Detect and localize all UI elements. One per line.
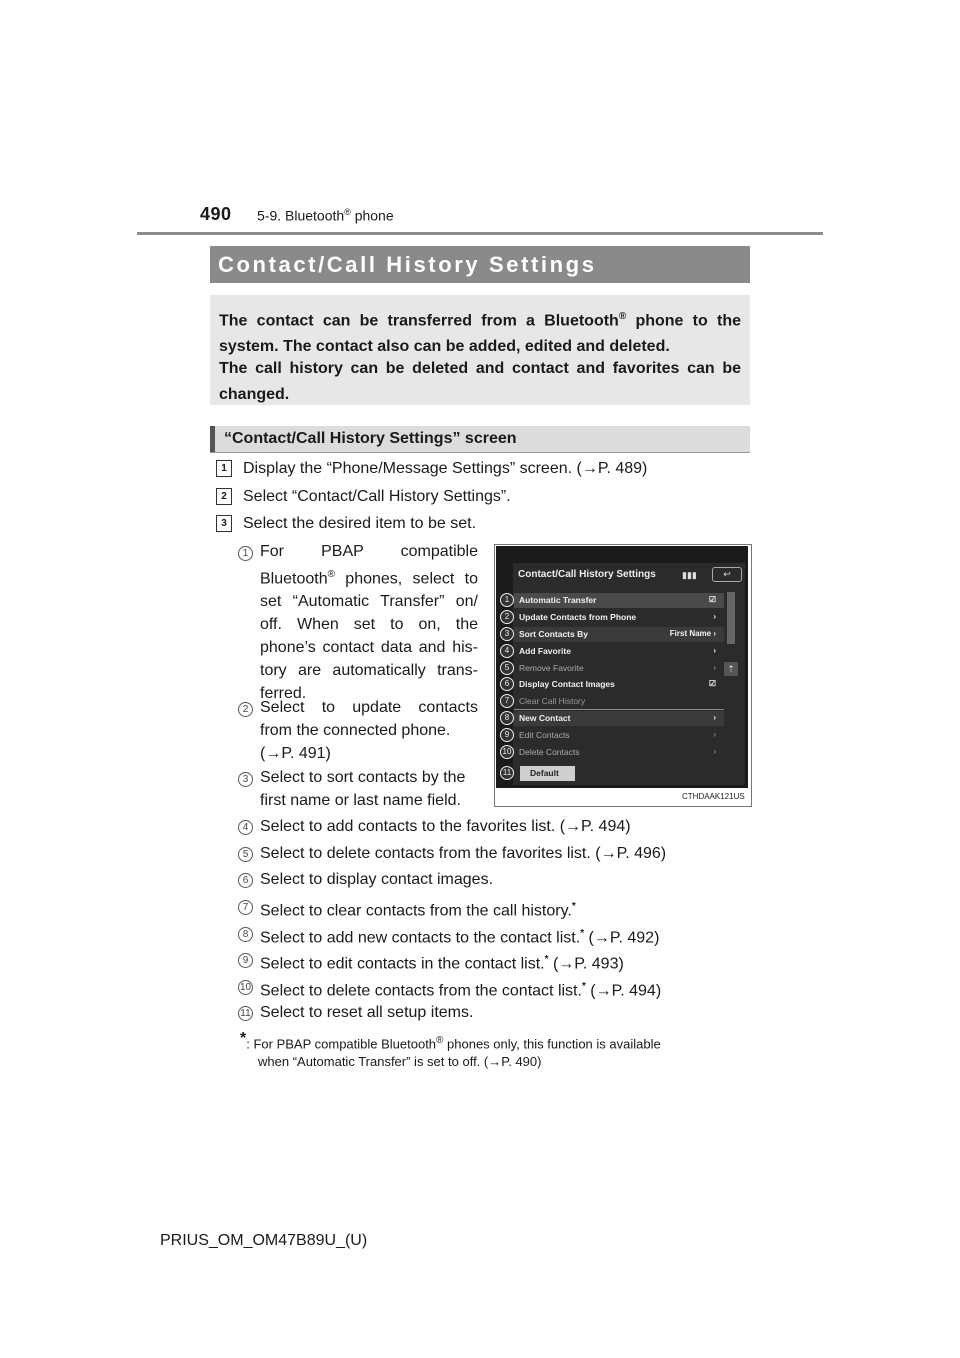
callout-5: 5 <box>500 661 514 675</box>
screenshot-status-icons: ▮▮▮ <box>682 570 697 580</box>
screenshot-default-button: Default <box>520 766 575 781</box>
subheading <box>210 426 750 452</box>
item-text-7: Select to clear contacts from the call history.* <box>260 901 576 920</box>
screenshot-row-5: Remove Favorite › <box>519 663 716 673</box>
item-text-2: Select to update contacts from the connected phone. (→P. 491) <box>260 699 478 762</box>
summary-paragraph-1: The contact can be transferred from a Bluetooth® phone to the system. The contact also can be added, edited and deleted. <box>219 311 742 356</box>
item-text-3: Select to sort contacts by the first name or last name field. <box>260 769 466 809</box>
subheading-rule <box>210 452 750 453</box>
step-text-3: Select the desired item to be set. <box>243 515 477 532</box>
item-number-7: 7 <box>238 900 253 915</box>
callout-2: 2 <box>500 610 514 624</box>
callout-7: 7 <box>500 694 514 708</box>
callout-6: 6 <box>500 677 514 691</box>
item-text-10: Select to delete contacts from the contact list.* (→P. 494) <box>260 981 662 1000</box>
header-rule <box>137 232 823 235</box>
document-footer: PRIUS_OM_OM47B89U_(U) <box>160 1232 368 1249</box>
item-number-9: 9 <box>238 953 253 968</box>
footnote: *: For PBAP compatible Bluetooth® phones only, this function is available when “Automatic Transfer” is set to off. (→P. 490) <box>240 1030 661 1070</box>
item-number-4: 4 <box>238 820 253 835</box>
screenshot-row-10: Delete Contacts › <box>519 747 716 757</box>
step-text-1: Display the “Phone/Message Settings” screen. (→P. 489) <box>243 460 648 477</box>
item-number-11: 11 <box>238 1006 253 1021</box>
screenshot-title: Contact/Call History Settings <box>518 569 656 580</box>
callout-10: 10 <box>500 745 514 759</box>
screenshot-row-1: Automatic Transfer ☑ <box>514 593 724 608</box>
item-number-1: 1 <box>238 546 253 561</box>
item-text-9: Select to edit contacts in the contact list.* (→P. 493) <box>260 954 624 973</box>
item-text-8: Select to add new contacts to the contact list.* (→P. 492) <box>260 928 660 947</box>
callout-3: 3 <box>500 627 514 641</box>
callout-11: 11 <box>500 766 514 780</box>
item-number-10: 10 <box>239 982 252 993</box>
back-icon: ↩ <box>712 567 742 582</box>
item-number-5: 5 <box>238 847 253 862</box>
screenshot-row-9: Edit Contacts › <box>519 730 716 740</box>
scroll-up-icon: ⇡ <box>724 662 738 676</box>
screenshot-row-6: Display Contact Images ☑ <box>519 679 716 689</box>
page-title: Contact/Call History Settings <box>218 252 597 277</box>
subheading-marker <box>210 426 215 452</box>
callout-8: 8 <box>500 711 514 725</box>
item-number-2: 2 <box>238 702 253 717</box>
screenshot-row-3: Sort Contacts By First Name › <box>514 627 724 642</box>
section-title: 5-9. Bluetooth® phone <box>257 207 394 224</box>
screenshot-caption: CTHDAAK121US <box>682 792 745 801</box>
step-number-2: 2 <box>216 488 232 505</box>
summary-paragraph-2: The call history can be deleted and contact and favorites can be changed. <box>219 360 741 403</box>
page-title-bar <box>210 246 750 283</box>
step-number-3: 3 <box>216 515 232 532</box>
screenshot-row-4: Add Favorite › <box>519 646 716 656</box>
screenshot-row-8: New Contact › <box>514 711 724 726</box>
item-text-5: Select to delete contacts from the favorites list. (→P. 496) <box>260 845 667 862</box>
callout-9: 9 <box>500 728 514 742</box>
summary-box <box>210 295 750 405</box>
item-text-6: Select to display contact images. <box>260 871 494 888</box>
item-text-4: Select to add contacts to the favorites list. (→P. 494) <box>260 818 631 835</box>
scrollbar-icon <box>727 592 735 644</box>
callout-4: 4 <box>500 644 514 658</box>
subheading-text: “Contact/Call History Settings” screen <box>224 430 517 447</box>
step-text-2: Select “Contact/Call History Settings”. <box>243 488 511 505</box>
item-number-3: 3 <box>238 772 253 787</box>
item-number-8: 8 <box>238 927 253 942</box>
page-number: 490 <box>200 204 232 224</box>
callout-1: 1 <box>500 593 514 607</box>
item-number-6: 6 <box>238 873 253 888</box>
screenshot-row-7: Clear Call History <box>514 694 724 710</box>
item-text-11: Select to reset all setup items. <box>260 1004 474 1021</box>
screenshot-row-2: Update Contacts from Phone › <box>519 612 716 622</box>
item-text-1: For PBAP compatible Bluetooth® phones, select to set “Automatic Transfer” on/ off. When set to on, the phone’s contact data and his- tory are automatically trans- ferred. <box>260 543 478 703</box>
step-number-1: 1 <box>216 460 232 477</box>
